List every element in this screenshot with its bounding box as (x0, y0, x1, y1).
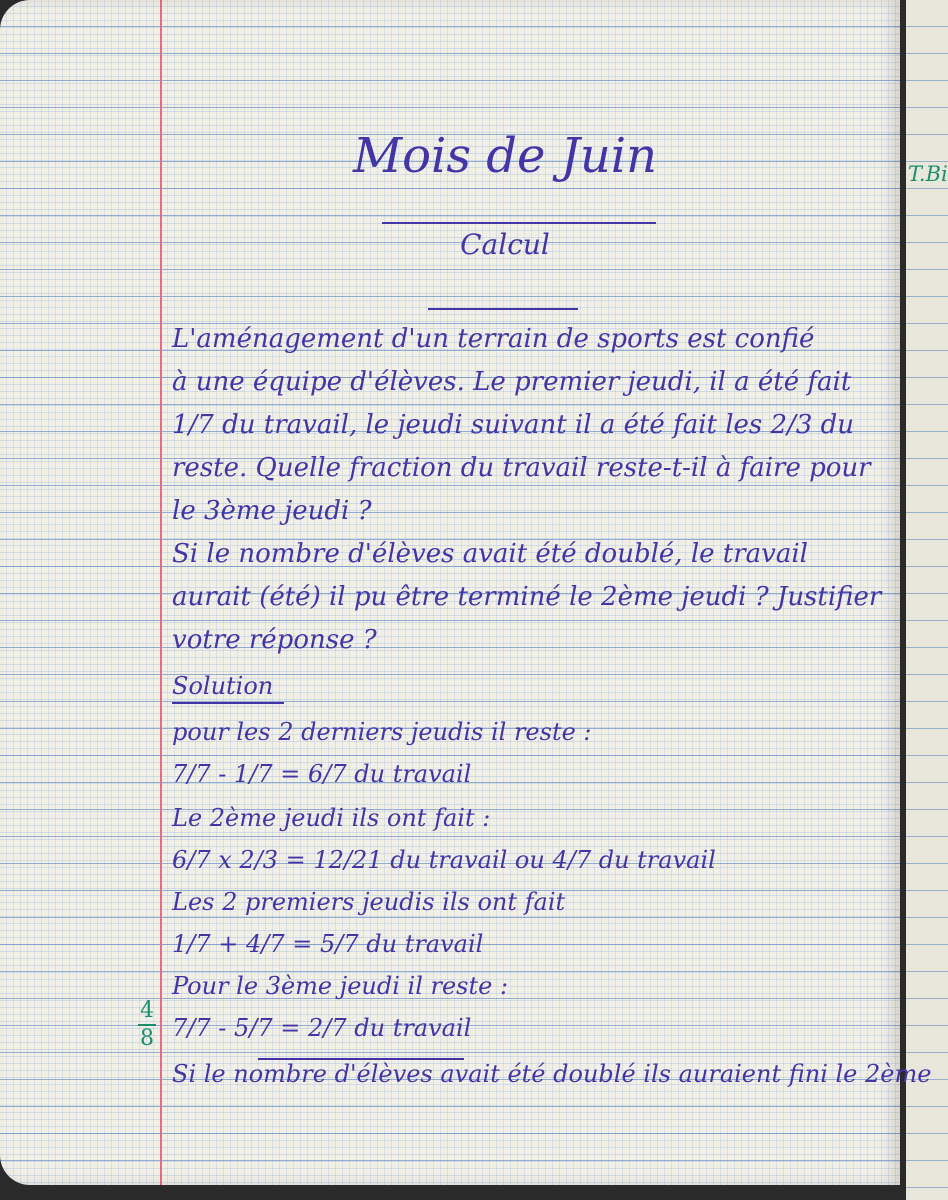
problem-line: L'aménagement d'un terrain de sports est confié (172, 324, 815, 354)
solution-line: Le 2ème jeudi ils ont fait : (172, 804, 491, 832)
solution-underline (172, 702, 284, 704)
problem-line: Si le nombre d'élèves avait été doublé, le travail (172, 539, 808, 569)
problem-statement (172, 318, 892, 662)
problem-line: aurait (été) il pu être terminé le 2ème jeudi ? Justifier (172, 582, 882, 612)
problem-line: à une équipe d'élèves. Le premier jeudi, il a été fait (172, 367, 852, 397)
side-label: T.Bi (908, 162, 948, 186)
solution-line: 7/7 - 1/7 = 6/7 du travail (172, 760, 472, 788)
grade-numerator: 4 (140, 998, 154, 1023)
page-title: Mois de Juin (352, 128, 658, 184)
solution-line: 6/7 x 2/3 = 12/21 du travail ou 4/7 du travail (172, 846, 716, 874)
solution-line: 7/7 - 5/7 = 2/7 du travail (172, 1014, 472, 1042)
problem-line: le 3ème jeudi ? (172, 496, 372, 526)
solution-line: Les 2 premiers jeudis ils ont fait (172, 888, 566, 916)
solution-line: pour les 2 derniers jeudis il reste : (172, 718, 592, 746)
solution-line: Si le nombre d'élèves avait été doublé ils auraient fini le 2ème (172, 1060, 932, 1088)
page-subtitle: Calcul (460, 228, 550, 261)
problem-line: votre réponse ? (172, 625, 377, 655)
grade-denominator: 8 (140, 1026, 154, 1051)
problem-line: reste. Quelle fraction du travail reste-t-il à faire pour (172, 453, 871, 483)
solution-line: Pour le 3ème jeudi il reste : (172, 972, 509, 1000)
solution-line: 1/7 + 4/7 = 5/7 du travail (172, 930, 484, 958)
grade-mark (138, 1000, 156, 1050)
solution-title: Solution (172, 672, 274, 700)
problem-line: 1/7 du travail, le jeudi suivant il a été fait les 2/3 du (172, 410, 855, 440)
title-underline (382, 222, 656, 224)
subtitle-underline (428, 308, 578, 310)
